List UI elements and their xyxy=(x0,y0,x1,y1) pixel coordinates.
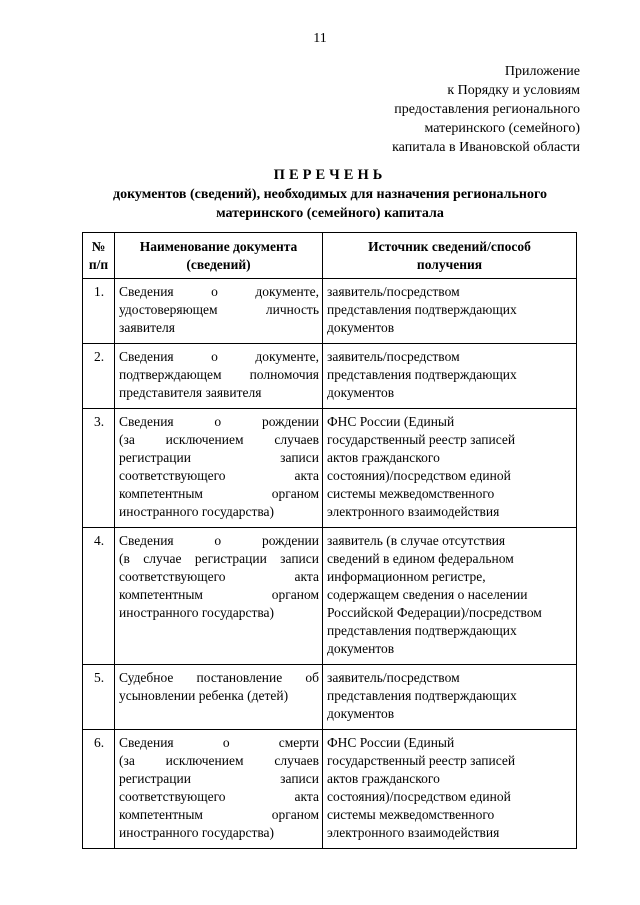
source-line: ФНС России (Единый xyxy=(327,414,455,429)
source-line: представления подтверждающих xyxy=(327,688,517,703)
row-number: 3. xyxy=(83,409,115,528)
table-body xyxy=(83,279,577,849)
appendix-block xyxy=(280,62,580,157)
document-name-line: Сведения о смерти xyxy=(119,735,319,750)
table-row xyxy=(83,279,577,344)
source-line: содержащем сведения о населении xyxy=(327,587,528,602)
page-number: 11 xyxy=(313,31,327,46)
table-header-row xyxy=(83,233,577,279)
source-line: государственный реестр записей xyxy=(327,432,516,447)
appendix-line: к Порядку и условиям xyxy=(447,83,580,98)
document-name-line: соответствующего акта xyxy=(119,468,319,483)
document-name-line: компетентным органом xyxy=(119,807,319,822)
source-line: заявитель/посредством xyxy=(327,349,460,364)
row-document-name xyxy=(115,730,323,849)
row-source xyxy=(323,528,577,665)
source-line: информационном регистре, xyxy=(327,569,486,584)
title-subtitle-line: материнского (семейного) капитала xyxy=(216,206,444,221)
appendix-line: капитала в Ивановской области xyxy=(392,140,580,155)
row-source xyxy=(323,665,577,730)
source-line: заявитель/посредством xyxy=(327,670,460,685)
source-line: заявитель/посредством xyxy=(327,284,460,299)
row-number: 5. xyxy=(83,665,115,730)
source-line: актов гражданского xyxy=(327,450,440,465)
document-name-line: регистрации записи xyxy=(119,450,319,465)
document-name-line: подтверждающем полномочия xyxy=(119,367,319,382)
source-line: государственный реестр записей xyxy=(327,753,516,768)
source-line: системы межведомственного xyxy=(327,807,495,822)
document-name-line: Сведения о рождении xyxy=(119,414,319,429)
document-name-line: Сведения о документе, xyxy=(119,284,319,299)
documents-table xyxy=(82,232,577,849)
document-title xyxy=(80,166,580,223)
table-row xyxy=(83,665,577,730)
document-name-line: иностранного государства) xyxy=(119,504,275,519)
source-line: документов xyxy=(327,385,395,400)
document-name-line: (за исключением случаев xyxy=(119,432,319,447)
source-line: актов гражданского xyxy=(327,771,440,786)
appendix-line: предоставления регионального xyxy=(394,102,580,117)
header-document-name: Наименование документа (сведений) xyxy=(115,233,323,279)
document-name-line: представителя заявителя xyxy=(119,385,262,400)
source-line: состояния)/посредством единой xyxy=(327,468,511,483)
document-name-line: соответствующего акта xyxy=(119,789,319,804)
row-number: 4. xyxy=(83,528,115,665)
header-number: № п/п xyxy=(83,233,115,279)
table-row xyxy=(83,528,577,665)
document-name-line: соответствующего акта xyxy=(119,569,319,584)
table-row xyxy=(83,730,577,849)
source-line: электронного взаимодействия xyxy=(327,825,500,840)
source-line: состояния)/посредством единой xyxy=(327,789,511,804)
document-name-line: заявителя xyxy=(119,320,175,335)
title-subtitle-line: документов (сведений), необходимых для назначения регионального xyxy=(112,187,547,202)
row-source xyxy=(323,730,577,849)
row-document-name xyxy=(115,665,323,730)
row-number: 6. xyxy=(83,730,115,849)
source-line: представления подтверждающих xyxy=(327,367,517,382)
table-row xyxy=(83,409,577,528)
source-line: представления подтверждающих xyxy=(327,302,517,317)
source-line: сведений в едином федеральном xyxy=(327,551,514,566)
row-source xyxy=(323,279,577,344)
row-document-name xyxy=(115,528,323,665)
source-line: заявитель (в случае отсутствия xyxy=(327,533,506,548)
document-name-line: усыновлении ребенка (детей) xyxy=(119,688,289,703)
title-heading: ПЕРЕЧЕНЬ xyxy=(273,167,387,183)
document-name-line: Сведения о документе, xyxy=(119,349,319,364)
document-name-line: удостоверяющем личность xyxy=(119,302,319,317)
source-line: системы межведомственного xyxy=(327,486,495,501)
source-line: документов xyxy=(327,641,395,656)
source-line: электронного взаимодействия xyxy=(327,504,500,519)
row-document-name xyxy=(115,409,323,528)
row-document-name xyxy=(115,344,323,409)
document-name-line: (в случае регистрации записи xyxy=(119,551,319,566)
source-line: Российской Федерации)/посредством xyxy=(327,605,542,620)
source-line: документов xyxy=(327,320,395,335)
document-name-line: иностранного государства) xyxy=(119,605,275,620)
appendix-line: материнского (семейного) xyxy=(424,121,580,136)
source-line: документов xyxy=(327,706,395,721)
table-row xyxy=(83,344,577,409)
document-name-line: (за исключением случаев xyxy=(119,753,319,768)
source-line: представления подтверждающих xyxy=(327,623,517,638)
document-name-line: компетентным органом xyxy=(119,587,319,602)
source-line: ФНС России (Единый xyxy=(327,735,455,750)
row-number: 2. xyxy=(83,344,115,409)
row-number: 1. xyxy=(83,279,115,344)
document-name-line: регистрации записи xyxy=(119,771,319,786)
row-source xyxy=(323,344,577,409)
row-source xyxy=(323,409,577,528)
document-name-line: иностранного государства) xyxy=(119,825,275,840)
document-name-line: компетентным органом xyxy=(119,486,319,501)
appendix-line: Приложение xyxy=(504,64,580,79)
document-name-line: Сведения о рождении xyxy=(119,533,319,548)
row-document-name xyxy=(115,279,323,344)
header-source: Источник сведений/способ получения xyxy=(323,233,577,279)
document-name-line: Судебное постановление об xyxy=(119,670,319,685)
